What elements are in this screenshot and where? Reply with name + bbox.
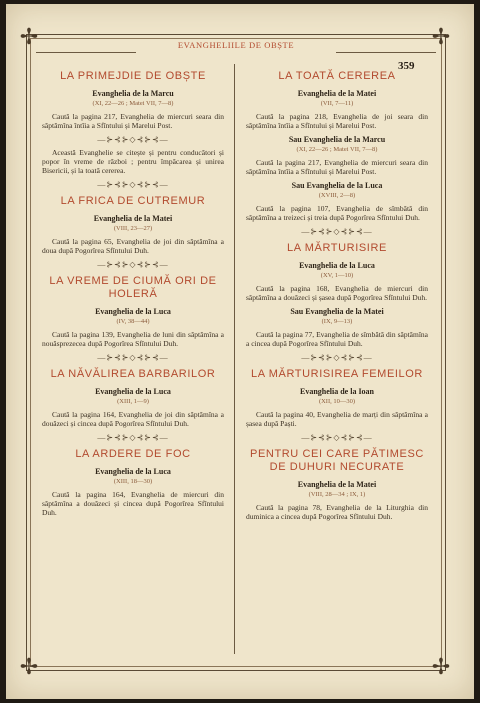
ornament-divider: —⊱⊰⊱◇⊰⊱⊰— xyxy=(301,353,373,362)
section-title: LA ARDERE DE FOC xyxy=(75,448,191,460)
scripture-reference: (XII, 10—30) xyxy=(318,398,356,405)
gospel-heading: Sau Evanghelia de la Matei xyxy=(290,307,384,316)
page-number: 359 xyxy=(398,60,415,72)
section-note: Această Evanghelie se citește și pentru conducători și popor în vreme de război ; pentru împăcarea și unirea Bisericii, și la toată cererea. xyxy=(42,148,224,175)
section-text: Caută la pagina 107, Evanghelia de sîmbătă din săptămîna a treizeci și treia după Pogorîrea Sfîntului Duh. xyxy=(246,204,428,222)
section-text: Caută la pagina 139, Evanghelia de luni din săptămîna a nouăsprezecea după Pogorîrea Sfîntului Duh. xyxy=(42,330,224,348)
running-head: EVANGHELIILE DE OBȘTE xyxy=(177,40,295,50)
ornament-divider: —⊱⊰⊱◇⊰⊱⊰— xyxy=(97,433,169,442)
gospel-heading: Evanghelia de la Luca xyxy=(299,261,375,270)
gospel-heading: Evanghelia de la Luca xyxy=(95,307,171,316)
gospel-heading: Evanghelia de la Marcu xyxy=(92,89,174,98)
section-title: LA NĂVĂLIREA BARBARILOR xyxy=(50,368,216,380)
section-text: Caută la pagina 77, Evanghelia de sîmbătă din săptămîna a cincea după Pogorîrea Sfîntului Duh. xyxy=(246,330,428,348)
head-rule-left xyxy=(36,52,136,53)
book-page xyxy=(6,4,474,699)
gospel-heading: Evanghelia de la Matei xyxy=(297,89,377,98)
gospel-heading: Evanghelia de la Matei xyxy=(297,480,377,489)
section-text: Caută la pagina 78, Evanghelia de la Liturghia din duminica a cincea după Pogorîrea Sfîntului Duh. xyxy=(246,503,428,521)
scripture-reference: (XI, 22—26 ; Matei VII, 7—8) xyxy=(296,146,378,153)
scripture-reference: (XI, 22—26 ; Matei VII, 7—8) xyxy=(92,100,174,107)
section-text: Caută la pagina 217, Evanghelia de miercuri seara din săptămîna întîia a Sfîntului și Marelui Post. xyxy=(246,158,428,176)
section-text: Caută la pagina 218, Evanghelia de joi seara din săptămîna întîia a Sfîntului și Marelui Post. xyxy=(246,112,428,130)
corner-ornament-icon: ✢ xyxy=(431,24,451,49)
section-title: LA FRICA DE CUTREMUR xyxy=(60,195,206,207)
head-rule-right xyxy=(336,52,436,53)
scripture-reference: (VII, 7—11) xyxy=(320,100,354,107)
scripture-reference: (IV, 38—44) xyxy=(116,318,150,325)
ornament-divider: —⊱⊰⊱◇⊰⊱⊰— xyxy=(301,433,373,442)
section-text: Caută la pagina 164, Evanghelia de joi din săptămîna a douăzeci și cincea după Pogorîrea Sfîntului Duh. xyxy=(42,410,224,428)
scripture-reference: (XIII, 18—30) xyxy=(113,478,153,485)
ornament-divider: —⊱⊰⊱◇⊰⊱⊰— xyxy=(97,135,169,144)
ornament-divider: —⊱⊰⊱◇⊰⊱⊰— xyxy=(97,353,169,362)
gospel-heading: Sau Evanghelia de la Luca xyxy=(291,181,383,190)
section-title: LA PRIMEJDIE DE OBȘTE xyxy=(60,70,206,82)
scripture-reference: (VIII, 28—34 ; IX, 1) xyxy=(308,491,366,498)
right-column xyxy=(242,64,432,526)
section-text: Caută la pagina 164, Evanghelia de miercuri din săptămîna a douăzeci și cincea după Pogorîrea Sfîntului Duh. xyxy=(42,490,224,517)
section-text: Caută la pagina 168, Evanghelia de miercuri din săptămîna a douăzeci și șasea după Pogorîrea Sfîntului Duh. xyxy=(246,284,428,302)
scripture-reference: (XV, 1—10) xyxy=(320,272,354,279)
scripture-reference: (IX, 9—13) xyxy=(321,318,353,325)
gospel-heading: Evanghelia de la Matei xyxy=(93,214,173,223)
section-text: Caută la pagina 217, Evanghelia de miercuri seara din săptămîna întîia a Sfîntului și Marelui Post. xyxy=(42,112,224,130)
scripture-reference: (XIII, 1—9) xyxy=(117,398,149,405)
gospel-heading: Evanghelia de la Ioan xyxy=(299,387,374,396)
corner-ornament-icon: ✢ xyxy=(19,24,39,49)
ornament-divider: —⊱⊰⊱◇⊰⊱⊰— xyxy=(301,227,373,236)
section-title: PENTRU CEI CARE PĂTIMESC DE DUHURI NECURATE xyxy=(250,448,424,473)
section-text: Caută la pagina 40, Evanghelia de marți din săptămîna a șasea după Paști. xyxy=(246,410,428,428)
gospel-heading: Evanghelia de la Luca xyxy=(95,387,171,396)
ornament-divider: —⊱⊰⊱◇⊰⊱⊰— xyxy=(97,180,169,189)
ornament-divider: —⊱⊰⊱◇⊰⊱⊰— xyxy=(97,260,169,269)
section-text: Caută la pagina 65, Evanghelia de joi din săptămîna a doua după Pogorîrea Sfîntului Duh. xyxy=(42,237,224,255)
section-title: LA VREME DE CIUMĂ ORI DE HOLERĂ xyxy=(49,275,217,300)
gospel-heading: Sau Evanghelia de la Marcu xyxy=(288,135,386,144)
gospel-heading: Evanghelia de la Luca xyxy=(95,467,171,476)
corner-ornament-icon: ✢ xyxy=(431,654,451,679)
left-column xyxy=(38,64,228,522)
column-divider xyxy=(234,64,235,654)
section-title: LA MĂRTURISIREA FEMEILOR xyxy=(251,368,423,380)
scripture-reference: (VIII, 23—27) xyxy=(113,225,153,232)
corner-ornament-icon: ✢ xyxy=(19,654,39,679)
section-title: LA TOATĂ CEREREA xyxy=(278,70,396,82)
section-title: LA MĂRTURISIRE xyxy=(287,242,387,254)
scripture-reference: (XVIII, 2—8) xyxy=(318,192,356,199)
